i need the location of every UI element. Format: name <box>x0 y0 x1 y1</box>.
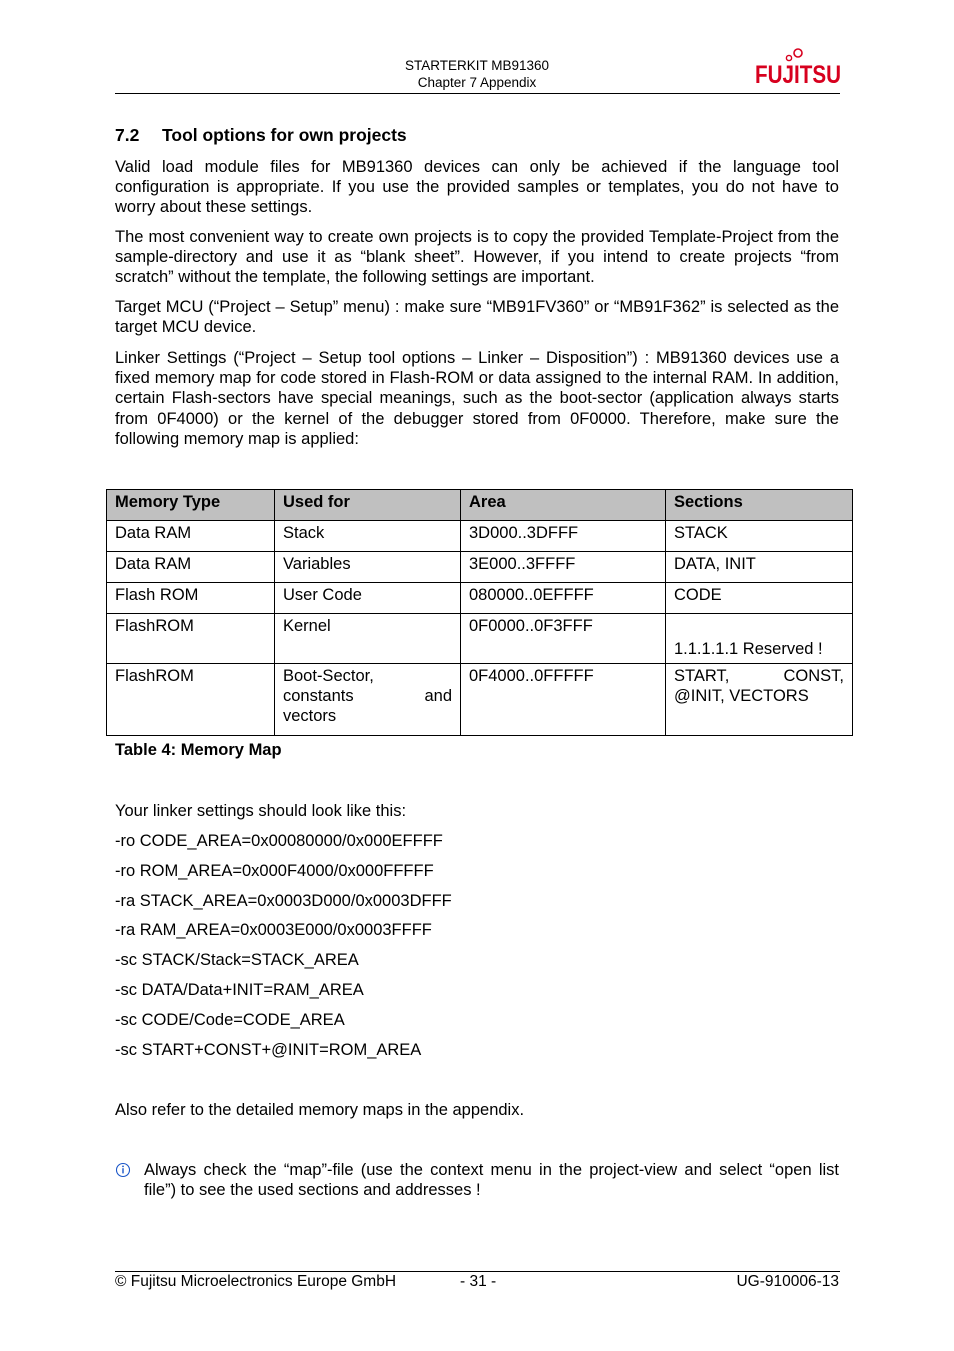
cell-word: constants <box>283 687 354 705</box>
linker-line: -ro CODE_AREA=0x00080000/0x000EFFFF <box>115 832 443 850</box>
section-number: 7.2 <box>115 125 140 145</box>
cell-line: vectors <box>283 707 337 725</box>
linker-line: -ra STACK_AREA=0x0003D000/0x0003DFFF <box>115 892 452 910</box>
section-title: Tool options for own projects <box>162 125 407 145</box>
cell-word: CONST, <box>783 667 844 685</box>
table-cell: Data RAM <box>107 552 275 583</box>
table-row <box>107 664 853 736</box>
header-chapter: Chapter 7 Appendix <box>417 75 537 90</box>
column-header: Area <box>461 490 666 521</box>
footer-rule <box>115 1271 840 1272</box>
table-row <box>107 614 853 664</box>
table-cell: Kernel <box>275 614 461 664</box>
linker-intro: Your linker settings should look like this: <box>115 802 407 820</box>
header-title: STARTERKIT MB91360 <box>404 58 550 73</box>
linker-line: -sc DATA/Data+INIT=RAM_AREA <box>115 981 364 999</box>
appendix-reference: Also refer to the detailed memory maps in the appendix. <box>115 1101 525 1119</box>
fujitsu-logo <box>754 46 844 90</box>
linker-line: -ra RAM_AREA=0x0003E000/0x0003FFFF <box>115 921 432 939</box>
column-header: Used for <box>275 490 461 521</box>
cell-line <box>283 686 452 706</box>
paragraph-linker-settings: Linker Settings (“Project – Setup tool options – Linker – Disposition”) : MB91360 devices use a fixed memory map for code stored in Flash-ROM or data assigned to the internal RAM. In addition, certain Flash-sectors have special meanings, such as the boot-sector (application always starts from 0F4000) or the kernel of the debugger stored from 0F0000. Therefore, make sure the following memory map is applied: <box>115 349 839 448</box>
table-cell: Variables <box>275 552 461 583</box>
table-header-row <box>107 490 853 521</box>
table-cell <box>275 664 461 736</box>
table-cell: Stack <box>275 521 461 552</box>
memory-map-table <box>106 489 853 736</box>
section-heading <box>115 125 407 146</box>
cell-line <box>674 666 844 686</box>
table-cell <box>666 664 853 736</box>
footer-copyright: © Fujitsu Microelectronics Europe GmbH <box>115 1273 397 1290</box>
linker-line: -ro ROM_AREA=0x000F4000/0x000FFFFF <box>115 862 434 880</box>
table-cell: Data RAM <box>107 521 275 552</box>
cell-word: START, <box>674 667 730 685</box>
column-header: Sections <box>666 490 853 521</box>
table-cell: 0F4000..0FFFFF <box>461 664 666 736</box>
table-cell: DATA, INIT <box>666 552 853 583</box>
note-text: Always check the “map”-file (use the context menu in the project-view and select “open list file”) to see the used sections and addresses ! <box>144 1161 839 1200</box>
table-cell: FlashROM <box>107 664 275 736</box>
table-cell: User Code <box>275 583 461 614</box>
table-cell: CODE <box>666 583 853 614</box>
info-icon <box>115 1161 131 1179</box>
linker-line: -sc STACK/Stack=STACK_AREA <box>115 951 359 969</box>
paragraph-target-mcu: Target MCU (“Project – Setup” menu) : make sure “MB91FV360” or “MB91F362” is selected as the target MCU device. <box>115 298 839 337</box>
header-rule <box>115 93 840 94</box>
paragraph-template: The most convenient way to create own projects is to copy the provided Template-Project from the sample-directory and use it as “blank sheet”. However, if you intend to create projects “from scratch” without the template, the following settings are important. <box>115 228 839 287</box>
svg-text:FUJITSU: FUJITSU <box>755 61 841 89</box>
cell-line: @INIT, VECTORS <box>674 687 809 705</box>
table-cell: STACK <box>666 521 853 552</box>
table-caption: Table 4: Memory Map <box>115 741 282 759</box>
linker-line: -sc START+CONST+@INIT=ROM_AREA <box>115 1041 422 1059</box>
table-cell: 3D000..3DFFF <box>461 521 666 552</box>
cell-word: and <box>424 687 452 705</box>
table-cell: 1.1.1.1.1 Reserved ! <box>666 614 853 664</box>
table-cell: 080000..0EFFFF <box>461 583 666 614</box>
table-cell: 3E000..3FFFF <box>461 552 666 583</box>
footer-page-number: - 31 - <box>460 1273 497 1290</box>
table-row <box>107 521 853 552</box>
linker-line: -sc CODE/Code=CODE_AREA <box>115 1011 345 1029</box>
page-header <box>300 57 654 91</box>
table-row <box>107 583 853 614</box>
paragraph-intro: Valid load module files for MB91360 devices can only be achieved if the language tool configuration is appropriate. If you use the provided samples or templates, you do not have to worry about these settings. <box>115 158 839 217</box>
column-header: Memory Type <box>107 490 275 521</box>
table-cell: FlashROM <box>107 614 275 664</box>
cell-line: Boot-Sector, <box>283 667 374 685</box>
footer-doc-id: UG-910006-13 <box>736 1273 839 1290</box>
table-row <box>107 552 853 583</box>
table-cell: Flash ROM <box>107 583 275 614</box>
table-cell: 0F0000..0F3FFF <box>461 614 666 664</box>
